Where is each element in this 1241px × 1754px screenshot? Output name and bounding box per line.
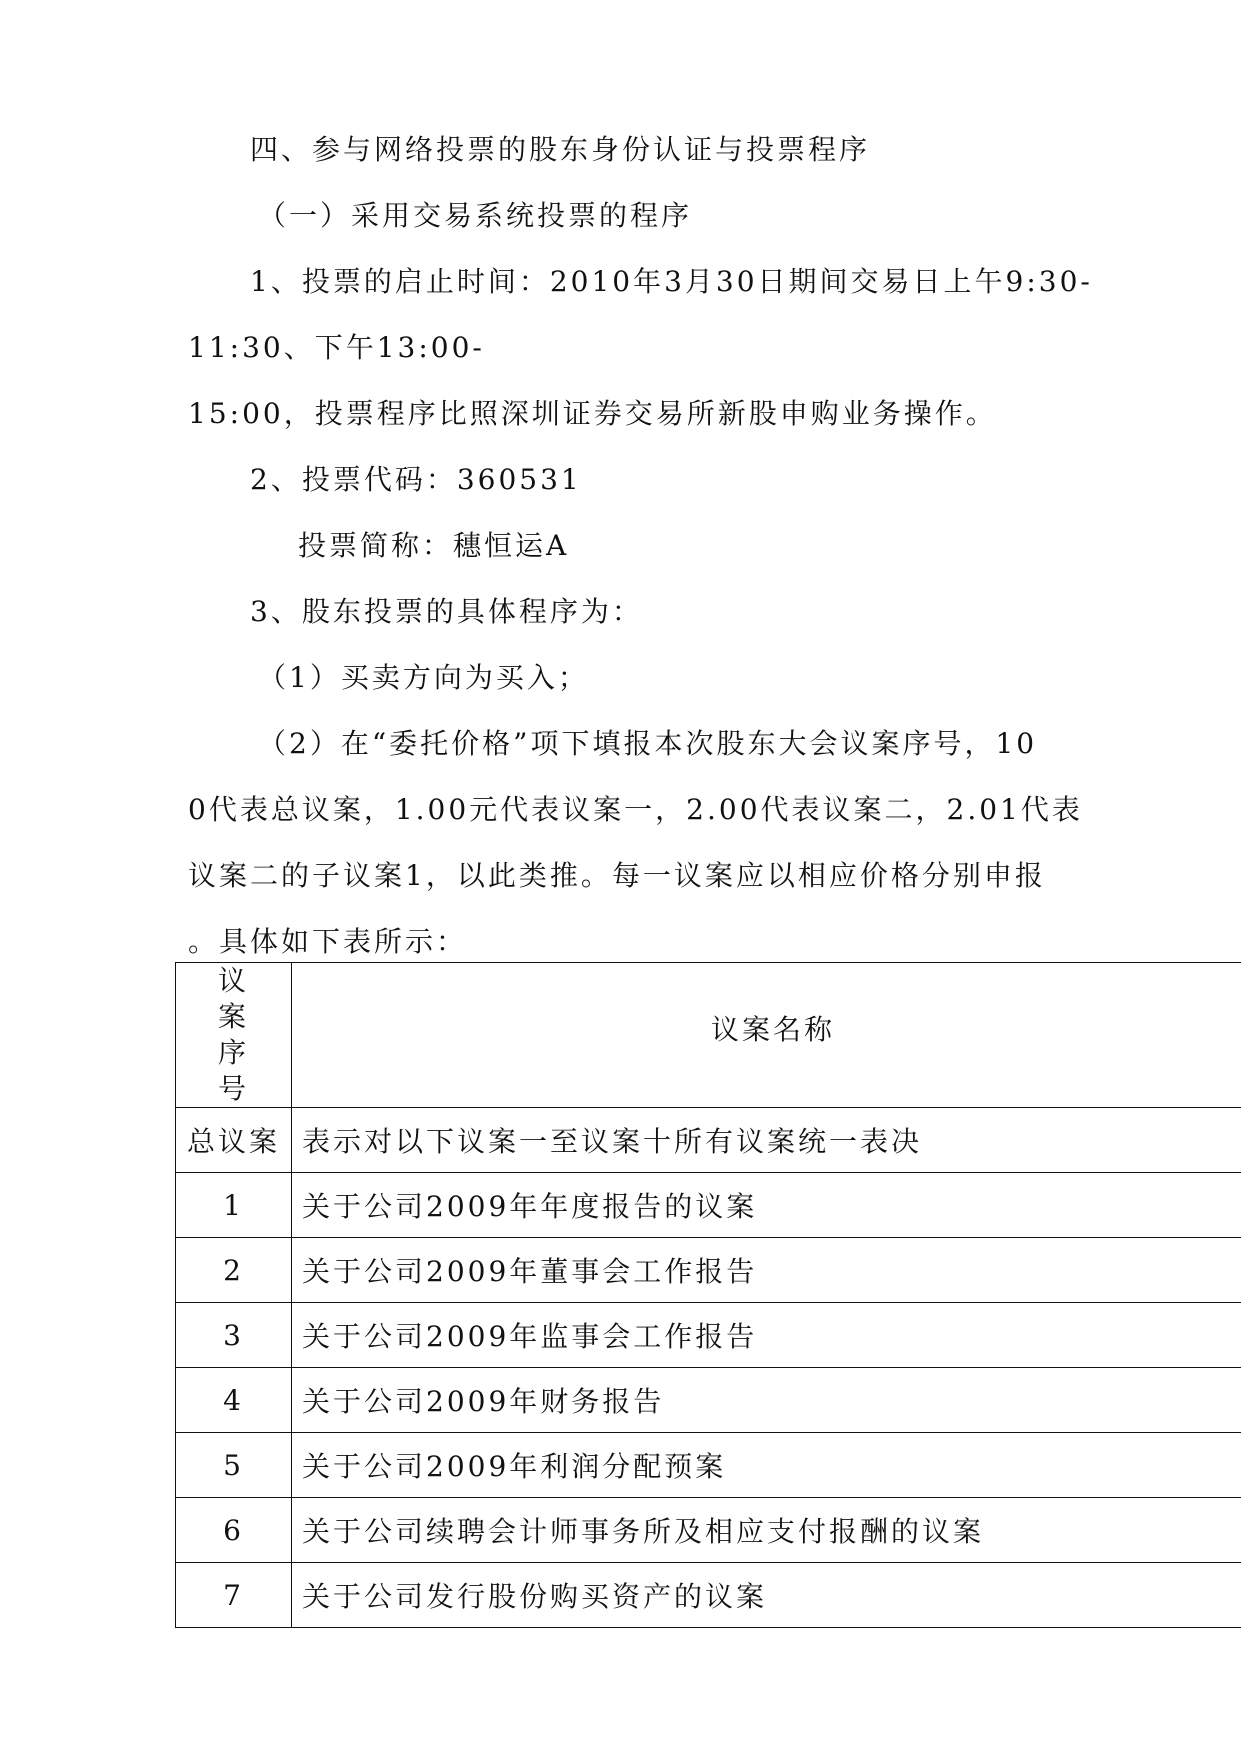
table-row: [176, 1173, 1241, 1238]
voting-time-line-2: 11:30、下午13:00-: [188, 331, 485, 364]
motion-name-cell: 关于公司2009年年度报告的议案: [292, 1173, 1241, 1238]
motion-name-cell: 关于公司2009年财务报告: [292, 1368, 1241, 1433]
table-body: [176, 1108, 1241, 1628]
table-row: [176, 1433, 1241, 1498]
motion-name-cell: 表示对以下议案一至议案十所有议案统一表决: [292, 1108, 1241, 1173]
motion-name-cell: 关于公司发行股份购买资产的议案: [292, 1563, 1241, 1628]
motion-name-cell: 关于公司2009年利润分配预案: [292, 1433, 1241, 1498]
procedure-step-2-line-2: 0代表总议案，1.00元代表议案一，2.00代表议案二，2.01代表: [188, 793, 1083, 826]
header-motion-number: 议案序号: [176, 963, 292, 1108]
motion-name-cell: 关于公司续聘会计师事务所及相应支付报酬的议案: [292, 1498, 1241, 1563]
table-header-row: [176, 963, 1241, 1108]
procedure-step-2-line-1: （2）在“委托价格”项下填报本次股东大会议案序号，10: [258, 727, 1038, 760]
motion-number-cell: 总议案: [176, 1108, 292, 1173]
table-row: [176, 1108, 1241, 1173]
section-heading: 四、参与网络投票的股东身份认证与投票程序: [250, 133, 871, 166]
motion-number-cell: 6: [176, 1498, 292, 1563]
subsection-heading: （一）采用交易系统投票的程序: [258, 199, 693, 232]
table-row: [176, 1303, 1241, 1368]
procedure-step-2-line-3: 议案二的子议案1，以此类推。每一议案应以相应价格分别申报: [188, 859, 1046, 892]
voting-code: 2、投票代码：360531: [250, 463, 582, 496]
motions-table: [175, 962, 1241, 1628]
procedure-step-2-line-4: 。具体如下表所示：: [188, 925, 468, 958]
header-motion-name: 议案名称: [292, 963, 1241, 1108]
motion-number-cell: 1: [176, 1173, 292, 1238]
motion-number-cell: 3: [176, 1303, 292, 1368]
motion-name-cell: 关于公司2009年董事会工作报告: [292, 1238, 1241, 1303]
voting-abbreviation: 投票简称：穗恒运A: [298, 529, 570, 562]
table-row: [176, 1368, 1241, 1433]
table-row: [176, 1498, 1241, 1563]
voting-time-line-3: 15:00，投票程序比照深圳证券交易所新股申购业务操作。: [188, 397, 997, 430]
motion-number-cell: 5: [176, 1433, 292, 1498]
motion-name-cell: 关于公司2009年监事会工作报告: [292, 1303, 1241, 1368]
motion-number-cell: 2: [176, 1238, 292, 1303]
table-row: [176, 1563, 1241, 1628]
procedure-intro: 3、股东投票的具体程序为：: [250, 595, 643, 628]
procedure-step-1: （1）买卖方向为买入；: [258, 661, 589, 694]
motion-number-cell: 7: [176, 1563, 292, 1628]
motion-number-cell: 4: [176, 1368, 292, 1433]
table-row: [176, 1238, 1241, 1303]
voting-time-line-1: 1、投票的启止时间：2010年3月30日期间交易日上午9:30-: [250, 265, 1093, 298]
